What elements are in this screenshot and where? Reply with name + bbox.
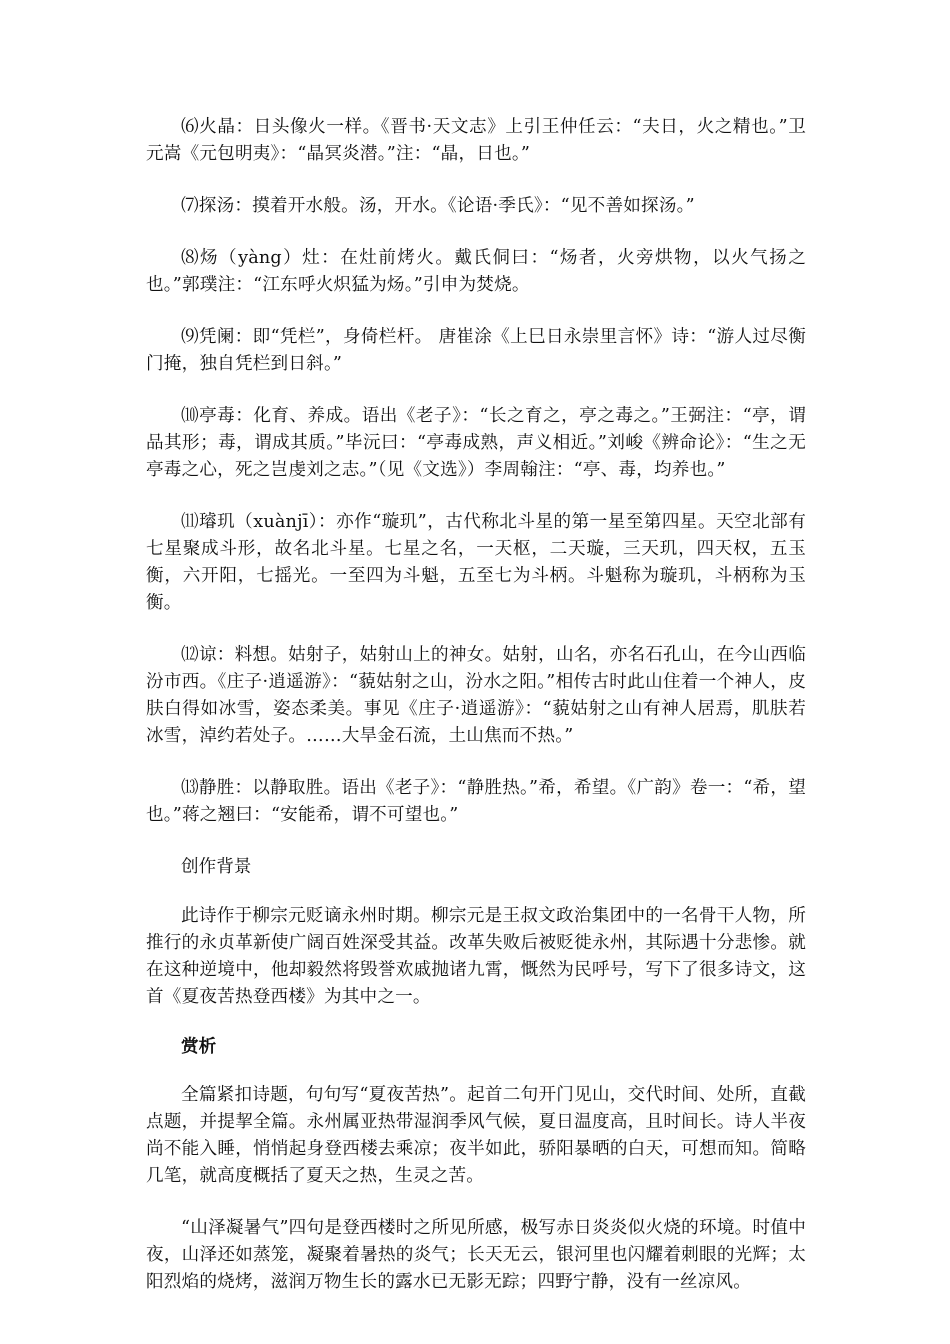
note-13: ⒀静胜：以静取胜。语出《老子》：“静胜热。”希，希望。《广韵》卷一：“希，望也。”蒋之翘曰：“安能希，谓不可望也。” xyxy=(146,778,806,825)
note-10: ⑽亭毒：化育、养成。语出《老子》：“长之育之，亭之毒之。”王弼注：“亭，谓品其形；毒，谓成其质。”毕沅曰：“亭毒成熟，声义相近。”刘峻《辨命论》：“生之无亭毒之心，死之岂虔刘之志。”（见《文选》）李周翰注：“亭、毒，均养也。” xyxy=(146,406,806,480)
note-6: ⑹火晶：日头像火一样。《晋书·天文志》上引王仲任云：“夫日，火之精也。”卫元嵩《元包明夷》：“晶冥炎潜。”注：“晶，日也。” xyxy=(146,117,806,164)
note-9: ⑼凭阑：即“凭栏”，身倚栏杆。 唐崔涂《上巳日永崇里言怀》诗：“游人过尽衡门掩，独自凭栏到日斜。” xyxy=(146,327,806,374)
note-8: ⑻炀（yàng）灶：在灶前烤火。戴氏侗曰：“炀者，火旁烘物，以火气扬之也。”郭璞注：“江东呼火炽猛为炀。”引申为焚烧。 xyxy=(146,248,806,295)
note-12: ⑿谅：料想。姑射子，姑射山上的神女。姑射，山名，亦名石孔山，在今山西临汾市西。《庄子·逍遥游》：“藐姑射之山，汾水之阳。”相传古时此山住着一个神人，皮肤白得如冰雪，姿态柔美。事见《庄子·逍遥游》：“藐姑射之山有神人居焉，肌肤若冰雪，淖约若处子。……大旱金石流，土山焦而不热。” xyxy=(146,645,806,746)
background-heading: 创作背景 xyxy=(181,857,252,877)
analysis-paragraph-2: “山泽凝暑气”四句是登西楼时之所见所感，极写赤日炎炎似火烧的环境。时值中夜，山泽还如蒸笼，凝聚着暑热的炎气；长天无云，银河里也闪耀着刺眼的光辉；太阳烈焰的烧烤，滋润万物生长的露水已无影无踪；四野宁静，没有一丝凉风。 xyxy=(146,1218,806,1292)
analysis-paragraph-1: 全篇紧扣诗题，句句写“夏夜苦热”。起首二句开门见山，交代时间、处所，直截点题，并提挈全篇。永州属亚热带湿润季风气候，夏日温度高，且时间长。诗人半夜尚不能入睡，悄悄起身登西楼去乘凉；夜半如此，骄阳暴晒的白天，可想而知。简略几笔，就高度概括了夏天之热，生灵之苦。 xyxy=(146,1085,806,1186)
note-7: ⑺探汤：摸着开水般。汤，开水。《论语·季氏》：“见不善如探汤。” xyxy=(181,196,695,216)
analysis-heading: 赏析 xyxy=(181,1036,217,1057)
background-text: 此诗作于柳宗元贬谪永州时期。柳宗元是王叔文政治集团中的一名骨干人物，所推行的永贞革新使广阔百姓深受其益。改革失败后被贬徙永州，其际遇十分悲惨。就在这种逆境中，他却毅然将毁誉欢戚抛诸九霄，慨然为民呼号，写下了很多诗文，这首《夏夜苦热登西楼》为其中之一。 xyxy=(146,906,806,1007)
note-11: ⑾璿玑（xuànjī）：亦作“璇玑”，古代称北斗星的第一星至第四星。天空北部有七星聚成斗形，故名北斗星。七星之名，一天枢，二天璇，三天玑，四天权，五玉衡，六开阳，七摇光。一至四为斗魁，五至七为斗柄。斗魁称为璇玑，斗柄称为玉衡。 xyxy=(146,512,806,613)
document-page xyxy=(146,114,806,1321)
